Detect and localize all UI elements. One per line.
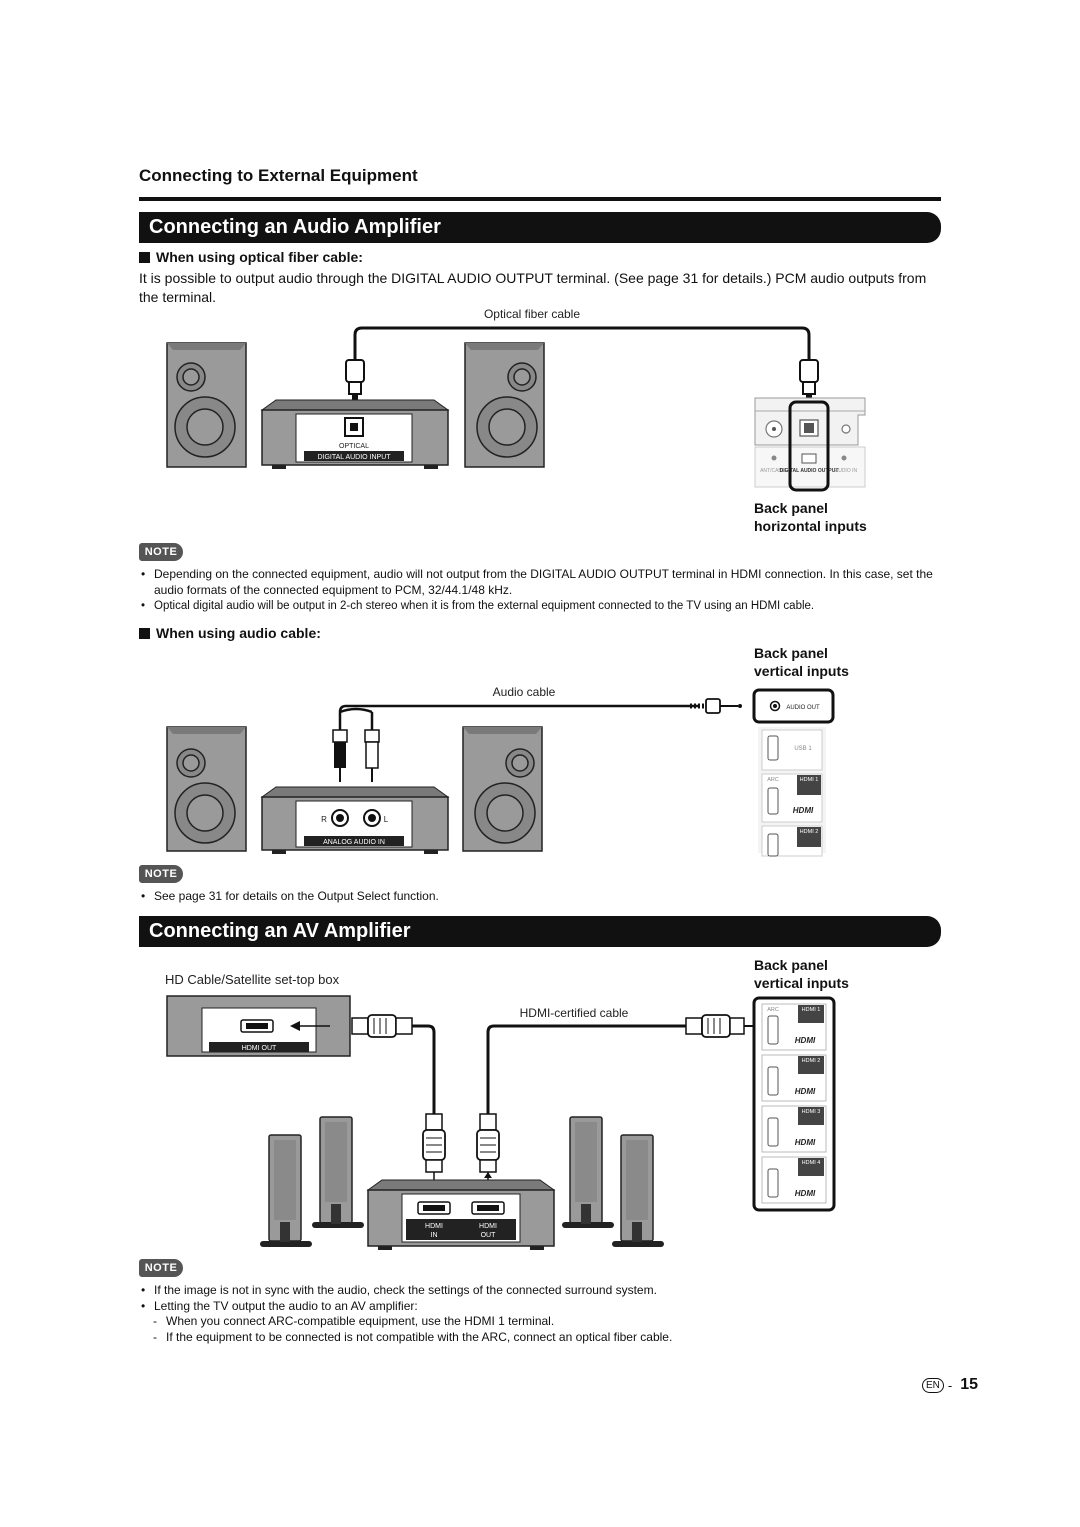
surround-speaker-1 xyxy=(260,1135,312,1247)
subnote-text: If the equipment to be connected is not compatible with the ARC, connect an optical fiber cable. xyxy=(166,1330,673,1344)
av-amplifier-title: Connecting an AV Amplifier xyxy=(149,920,411,942)
av-panel-arc-label: ARC xyxy=(767,1007,779,1013)
section-title: Connecting to External Equipment xyxy=(139,166,418,185)
back-panel-horizontal xyxy=(755,398,865,490)
hdmi-plug-receiver-in xyxy=(423,1114,445,1172)
av-panel-label xyxy=(754,956,849,992)
note-badge: NOTE xyxy=(139,865,183,883)
note-badge: NOTE xyxy=(139,1259,183,1277)
receiver-out-label-1: HDMI xyxy=(479,1223,497,1230)
back-panel-vertical-1 xyxy=(754,690,833,856)
optical-panel-label xyxy=(754,499,867,535)
amplifier-analog xyxy=(262,787,448,854)
amplifier-optical xyxy=(262,400,448,469)
analog-diagram xyxy=(150,680,850,860)
note-text: Optical digital audio will be output in 2-ch stereo when it is from the external equipment connected to the TV using an HDMI cable. xyxy=(154,600,815,612)
speaker-right xyxy=(465,343,544,467)
note-item: • See page 31 for details on the Output Select function. xyxy=(141,888,941,904)
optical-plug-left xyxy=(346,360,364,406)
hdmi-logo-2: HDMI xyxy=(794,1036,816,1045)
surround-speaker-2 xyxy=(312,1117,364,1228)
amp-optical-port-label: OPTICAL xyxy=(339,443,369,450)
av-receiver xyxy=(368,1180,554,1250)
hdmi-logo-1: HDMI xyxy=(792,806,814,815)
hdmi-plug-tv xyxy=(686,1015,754,1037)
av-panel-label-line1: Back panel xyxy=(754,957,828,973)
audio-amplifier-title: Connecting an Audio Amplifier xyxy=(149,216,441,238)
note-item: • Letting the TV output the audio to an AV amplifier: xyxy=(141,1298,941,1314)
optical-cable xyxy=(355,328,809,360)
optical-panel-label-line1: Back panel xyxy=(754,500,828,516)
amp-analog-input-label: ANALOG AUDIO IN xyxy=(323,839,385,846)
av-panel-hdmi2-label: HDMI 2 xyxy=(801,1058,821,1064)
speaker-left xyxy=(167,343,246,467)
hdmi-cable-in xyxy=(412,1026,434,1114)
page-footer xyxy=(922,1376,978,1394)
analog-heading-text: When using audio cable: xyxy=(156,625,321,641)
av-panel-hdmi1-label: HDMI 1 xyxy=(801,1007,821,1013)
note-item: • Depending on the connected equipment, audio will not output from the DIGITAL AUDIO OUTPUT terminal in HDMI connection. In this case, set the audio formats of the connected equipment to PCM, 32/44.1/48 kHz. xyxy=(141,566,941,598)
note-text: Depending on the connected equipment, audio will not output from the DIGITAL AUDIO OUTPUT terminal in HDMI connection. In this case, set the audio formats of the connected equipment to PCM, 32/44.1/48 kHz. xyxy=(154,567,933,597)
subnote-item: - If the equipment to be connected is not compatible with the ARC, connect an optical fiber cable. xyxy=(153,1329,933,1345)
set-top-box xyxy=(167,996,350,1056)
square-bullet-icon xyxy=(139,252,150,263)
analog-panel-label-line1: Back panel xyxy=(754,645,828,661)
stb-label: HD Cable/Satellite set-top box xyxy=(165,972,340,987)
panel-hdmi1-label: HDMI 1 xyxy=(799,777,819,783)
surround-speaker-3 xyxy=(562,1117,614,1228)
rca-plug-red xyxy=(333,730,347,782)
panel-audio-in-label: AUDIO IN xyxy=(834,468,858,474)
speaker-right-2 xyxy=(463,727,542,851)
amp-l-label: L xyxy=(383,815,389,824)
av-panel-label-line2: vertical inputs xyxy=(754,975,849,991)
note-badge: NOTE xyxy=(139,543,183,561)
receiver-in-label-2: IN xyxy=(430,1232,438,1239)
hdmi-cable-out xyxy=(488,1026,686,1114)
av-panel-hdmi3-label: HDMI 3 xyxy=(801,1109,821,1115)
note-text: If the image is not in sync with the audio, check the settings of the connected surround system. xyxy=(154,1283,657,1297)
hdmi-logo-3: HDMI xyxy=(794,1087,816,1096)
note-text: See page 31 for details on the Output Select function. xyxy=(154,889,439,903)
rca-plug-white xyxy=(365,730,379,782)
optical-heading-text: When using optical fiber cable: xyxy=(156,249,363,265)
optical-heading xyxy=(139,249,363,265)
amp-r-label: R xyxy=(321,815,327,824)
av-diagram xyxy=(160,990,860,1260)
analog-heading xyxy=(139,625,321,641)
surround-speaker-4 xyxy=(612,1135,664,1247)
audio-cable-label: Audio cable xyxy=(492,685,556,699)
stb-hdmi-out-label: HDMI OUT xyxy=(241,1045,277,1052)
panel-usb-label: USB 1 xyxy=(794,746,812,752)
analog-panel-label-line2: vertical inputs xyxy=(754,663,849,679)
receiver-out-label-2: OUT xyxy=(480,1232,496,1239)
receiver-in-label-1: HDMI xyxy=(425,1223,443,1230)
hdmi-plug-stb xyxy=(352,1015,412,1037)
analog-panel-label xyxy=(754,644,849,680)
hdmi-plug-receiver-out xyxy=(477,1114,499,1172)
page-number: 15 xyxy=(960,1376,979,1393)
panel-ant-cable-label: ANT/CABLE xyxy=(760,468,788,474)
panel-arc-label: ARC xyxy=(767,777,779,783)
hdmi-cable-label: HDMI-certified cable xyxy=(519,1006,629,1020)
hdmi-logo-5: HDMI xyxy=(794,1189,816,1198)
optical-cable-label: Optical fiber cable xyxy=(483,307,581,321)
optical-panel-label-line2: horizontal inputs xyxy=(754,518,867,534)
note-item: • If the image is not in sync with the audio, check the settings of the connected surround system. xyxy=(141,1282,941,1298)
section-rule xyxy=(139,197,941,201)
back-panel-vertical-2 xyxy=(754,998,834,1210)
language-badge: EN xyxy=(922,1378,944,1393)
note-text: Letting the TV output the audio to an AV amplifier: xyxy=(154,1299,418,1313)
amp-digital-input-label: DIGITAL AUDIO INPUT xyxy=(317,454,391,461)
speaker-left-2 xyxy=(167,727,246,851)
panel-digital-audio-label: DIGITAL AUDIO OUTPUT xyxy=(779,468,839,474)
av-panel-hdmi4-label: HDMI 4 xyxy=(801,1160,821,1166)
av-amplifier-title-bar xyxy=(139,916,941,947)
square-bullet-icon xyxy=(139,628,150,639)
panel-audio-out-label: AUDIO OUT xyxy=(786,705,820,711)
audio-amplifier-title-bar xyxy=(139,212,941,243)
hdmi-logo-4: HDMI xyxy=(794,1138,816,1147)
optical-paragraph: It is possible to output audio through the DIGITAL AUDIO OUTPUT terminal. (See page 31 for details.) PCM audio outputs from the terminal. xyxy=(139,270,927,305)
subnote-item: - When you connect ARC-compatible equipment, use the HDMI 1 terminal. xyxy=(153,1313,933,1329)
page-dash: - xyxy=(947,1377,953,1393)
optical-diagram xyxy=(150,300,880,530)
note-item: • Optical digital audio will be output in 2-ch stereo when it is from the external equipment connected to the TV using an HDMI cable. xyxy=(141,598,961,614)
subnote-text: When you connect ARC-compatible equipment, use the HDMI 1 terminal. xyxy=(166,1314,555,1328)
panel-hdmi2-label: HDMI 2 xyxy=(799,829,819,835)
